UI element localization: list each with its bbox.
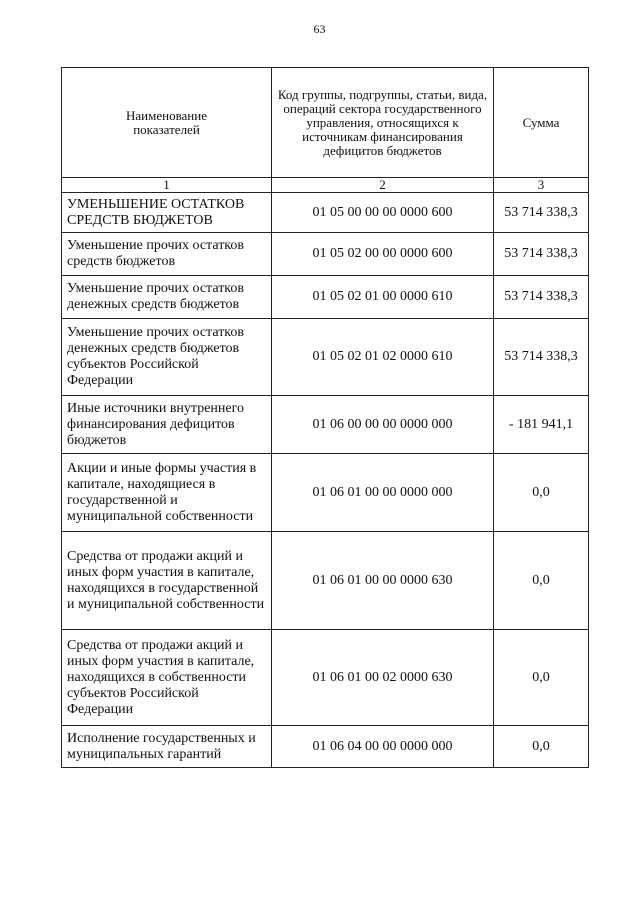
row-code: 01 06 01 00 02 0000 630 (272, 630, 494, 726)
table-row (62, 233, 589, 276)
header-row (62, 68, 589, 178)
row-sum: 0,0 (494, 454, 589, 532)
row-name: Уменьшение прочих остатков средств бюджетов (62, 233, 272, 276)
row-sum: 53 714 338,3 (494, 276, 589, 319)
row-code: 01 06 01 00 00 0000 630 (272, 532, 494, 630)
row-name: Иные источники внутреннего финансирования дефицитов бюджетов (62, 396, 272, 454)
header-name: Наименование показателей (62, 68, 272, 178)
row-code: 01 05 02 00 00 0000 600 (272, 233, 494, 276)
row-sum: 0,0 (494, 726, 589, 768)
table-row (62, 630, 589, 726)
row-sum: 0,0 (494, 630, 589, 726)
page-number: 63 (313, 22, 326, 36)
row-code: 01 05 02 01 00 0000 610 (272, 276, 494, 319)
row-name: Средства от продажи акций и иных форм участия в капитале, находящихся в государственной и муниципальной собственности (62, 532, 272, 630)
row-code: 01 06 01 00 00 0000 000 (272, 454, 494, 532)
header-code: Код группы, подгруппы, статьи, вида, операций сектора государственного управления, относящихся к источникам финансирования дефицитов бюджетов (272, 68, 494, 178)
table-row (62, 396, 589, 454)
table-row (62, 454, 589, 532)
row-name: Средства от продажи акций и иных форм участия в капитале, находящихся в собственности субъектов Российской Федерации (62, 630, 272, 726)
row-code: 01 05 00 00 00 0000 600 (272, 193, 494, 233)
row-sum: 53 714 338,3 (494, 319, 589, 396)
row-code: 01 05 02 01 02 0000 610 (272, 319, 494, 396)
table-row (62, 193, 589, 233)
header-sum: Сумма (494, 68, 589, 178)
row-name: Уменьшение прочих остатков денежных средств бюджетов субъектов Российской Федерации (62, 319, 272, 396)
row-name: Уменьшение прочих остатков денежных средств бюджетов (62, 276, 272, 319)
row-name: Акции и иные формы участия в капитале, находящиеся в государственной и муниципальной собственности (62, 454, 272, 532)
row-name: УМЕНЬШЕНИЕ ОСТАТКОВ СРЕДСТВ БЮДЖЕТОВ (62, 193, 272, 233)
table-row (62, 276, 589, 319)
row-code: 01 06 00 00 00 0000 000 (272, 396, 494, 454)
column-number: 2 (272, 178, 494, 193)
table-row (62, 319, 589, 396)
row-sum: 0,0 (494, 532, 589, 630)
row-name: Исполнение государственных и муниципальных гарантий (62, 726, 272, 768)
column-number-row (62, 178, 589, 193)
row-sum: 53 714 338,3 (494, 193, 589, 233)
row-sum: 53 714 338,3 (494, 233, 589, 276)
table-row (62, 532, 589, 630)
row-code: 01 06 04 00 00 0000 000 (272, 726, 494, 768)
column-number: 1 (62, 178, 272, 193)
table-row (62, 726, 589, 768)
row-sum: - 181 941,1 (494, 396, 589, 454)
budget-sources-table (61, 67, 589, 768)
column-number: 3 (494, 178, 589, 193)
